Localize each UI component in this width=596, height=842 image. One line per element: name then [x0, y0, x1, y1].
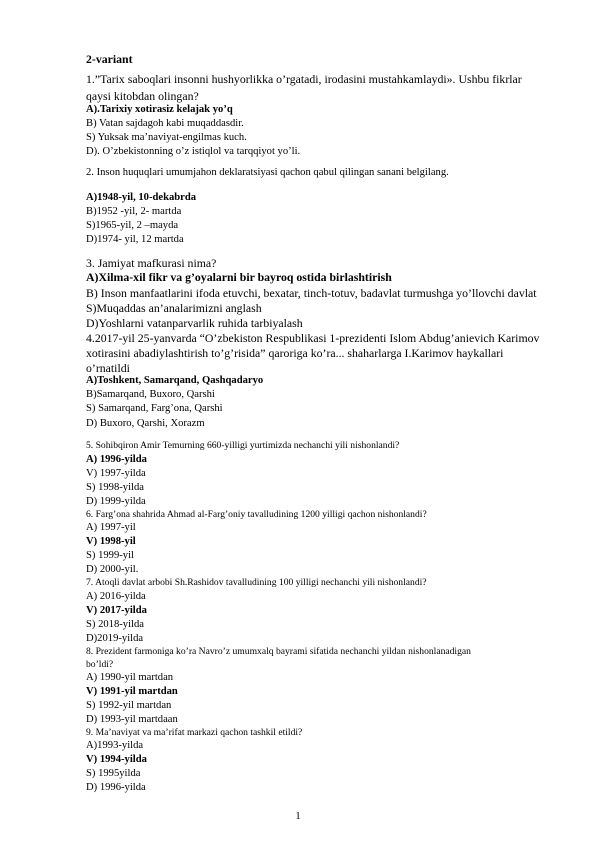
text-line: B)Samarqand, Buxoro, Qarshi [86, 389, 215, 400]
text-line: B) Inson manfaatlarini ifoda etuvchi, bexatar, tinch-totuv, badavlat turmushga yo’llovchi davlat [86, 286, 537, 300]
text-line: bo’ldi? [86, 659, 114, 670]
text-line: D). O’zbekistonning o’z istiqlol va tarqqiyot yo’li. [86, 146, 301, 157]
text-line: 2. Inson huquqlari umumjahon deklaratsiyasi qachon qabul qilingan sanani belgilang. [86, 167, 449, 178]
text-line: qaysi kitobdan olingan? [86, 89, 199, 103]
text-line: S) Yuksak ma’naviyat-engilmas kuch. [86, 132, 247, 143]
text-line: D)2019-yilda [86, 633, 144, 644]
text-line: V) 1998-yil [86, 536, 136, 547]
text-line: B) Vatan sajdagoh kabi muqaddasdir. [86, 118, 244, 129]
text-line: A) 2016-yilda [86, 591, 146, 602]
page-number: 1 [295, 811, 301, 822]
text-line: S) 1998-yilda [86, 482, 144, 493]
text-line: 5. Sohibqiron Amir Temurning 660-yilligi yurtimizda nechanchi yili nishonlandi? [86, 440, 400, 451]
text-line: D) Buxoro, Qarshi, Xorazm [86, 418, 205, 429]
text-line: S)1965-yil, 2 –mayda [86, 220, 179, 231]
text-line: D) 1999-yilda [86, 496, 146, 507]
text-line: A) 1997-yil [86, 522, 136, 533]
text-line: A).Tarixiy xotirasiz kelajak yo’q [86, 104, 233, 115]
text-line: A) 1990-yil martdan [86, 672, 174, 683]
text-line: S) 1995yilda [86, 768, 141, 779]
text-line: 9. Ma’naviyat va ma’rifat markazi qachon tashkil etildi? [86, 727, 303, 738]
text-line: 3. Jamiyat mafkurasi nima? [86, 256, 217, 270]
text-line: D)1974- yil, 12 martda [86, 234, 184, 245]
text-line: D) 1996-yilda [86, 782, 146, 793]
text-line: D) 1993-yil martdaan [86, 714, 178, 725]
text-line: D) 2000-yil. [86, 564, 139, 575]
text-line: 8. Prezident farmoniga ko’ra Navro’z umumxalq bayrami sifatida nechanchi yildan nishonlanadigan [86, 646, 471, 657]
text-line: V) 1991-yil martdan [86, 686, 178, 697]
text-line: A)1993-yilda [86, 740, 144, 751]
text-line: S) Samarqand, Farg’ona, Qarshi [86, 403, 223, 414]
text-line: V) 2017-yilda [86, 605, 147, 616]
text-line: xotirasini abadiylashtirish to’g’risida” qaroriga ko’ra... shaharlarga I.Karimov haykallari [86, 346, 504, 360]
text-line: B)1952 -yil, 2- martda [86, 206, 182, 217]
text-line: 7. Atoqli davlat arbobi Sh.Rashidov tavalludining 100 yilligi nechanchi yili nishonlandi? [86, 577, 427, 588]
text-line: S) 1992-yil martdan [86, 700, 172, 711]
text-line: A)1948-yil, 10-dekabrda [86, 192, 197, 203]
text-line: V) 1997-yilda [86, 468, 146, 479]
text-line: S) 2018-yilda [86, 619, 144, 630]
variant-heading: 2-variant [86, 52, 133, 66]
text-line: A) 1996-yilda [86, 454, 147, 465]
text-line: 4.2017-yil 25-yanvarda “O’zbekiston Respublikasi 1-prezidenti Islom Abdug’anievich Karimov [86, 331, 540, 345]
text-line: 1.”Tarix saboqlari insonni hushyorlikka o’rgatadi, irodasini mustahkamlaydi». Ushbu fikrlar [86, 72, 522, 86]
text-line: 6. Farg’ona shahrida Ahmad al-Farg’oniy tavalludining 1200 yilligi qachon nishonlandi? [86, 509, 427, 520]
text-line: S)Muqaddas an’analarimizni anglash [86, 301, 262, 315]
text-line: D)Yoshlarni vatanparvarlik ruhida tarbiyalash [86, 316, 303, 330]
text-line: o’rnatildi [86, 361, 130, 375]
text-line: V) 1994-yilda [86, 754, 147, 765]
text-line: A)Toshkent, Samarqand, Qashqadaryo [86, 375, 264, 386]
text-line: A)Xilma-xil fikr va g’oyalarni bir bayroq ostida birlashtirish [86, 270, 392, 284]
text-line: S) 1999-yil [86, 550, 134, 561]
